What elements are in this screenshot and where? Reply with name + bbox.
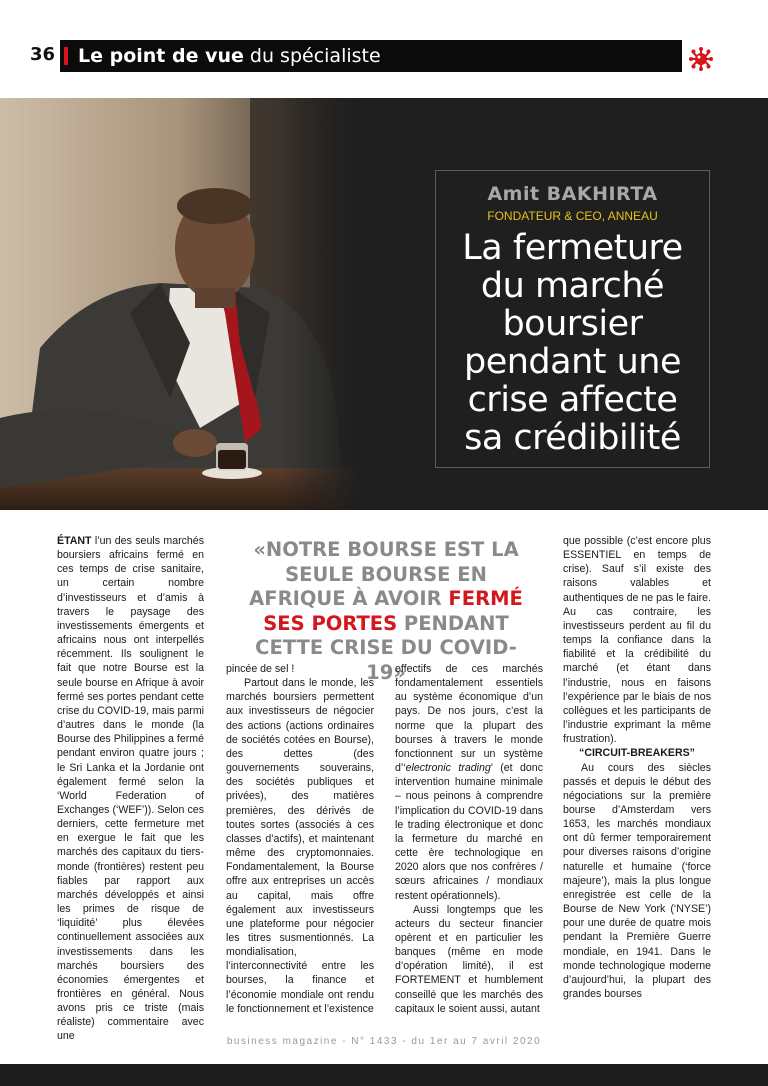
article-column-3: [395, 662, 543, 1016]
pull-quote-text: PENDANT CETTE CRISE DU COVID-19»: [255, 611, 517, 684]
paragraph: Aussi longtemps que les acteurs du secteur financier opèrent et en particulier les banques (même en mode d’opération limité), il est FORTEMENT et humblement conseillé que les marchés des capitaux le soient aussi, autant: [395, 903, 543, 1015]
paragraph-text: effectifs de ces marchés fondamentalement essentiels au système économique d’un pays. De nos jours, c’est la norme que la plupart des bourses à travers le monde fonctionnent sur un système d’‘: [395, 663, 543, 775]
paragraph: que possible (c’est encore plus ESSENTIEL en temps de crise). Sauf s’il existe des raisons valables et authentiques de ne pas le faire. Au cas contraire, les investisseurs perdent au fil du temps la confiance dans la fiabilité et la crédibilité du marché (et étant dans l’industrie, nous en faisons l’expérience par le biais de nos collègues et les participants de l’industrie exprimant la même frustration).: [563, 535, 711, 746]
column-text: l’un des seuls marchés boursiers africains fermé en ces temps de crise sanitaire, un certain nombre d’investisseurs et d’amis à travers le paysage des investissements émergents et africains nous ont interpellés récemment. Ils soulignent le fait que notre Bourse est la seule bourse en Afrique à avoir fermé ses portes pendant cette crise du COVID-19, mais parmi d’autres dans le monde (la Bourse des Philippines a fermé pendant environ quatre jours ; le Sri Lanka et la Jordanie ont également fermé selon la ‘World Federation of Exchanges (‘WEF’)). Selon ces derniers, cette fermeture met en exergue le fait que les marchés des capitaux du tiers-monde (frontières) restent peu fiables par rapport aux marchés développés et ainsi les primes de risque de ‘liquidité’ plus élevées continuellement associées aux investissements dans les marchés boursiers des économies émergentes et frontières en général. Nous avons pris ce triste (mais réaliste) commentaire avec une: [57, 535, 204, 1043]
virus-icon: [688, 46, 714, 72]
photo-fade-overlay: [280, 98, 360, 510]
article-column-4: [563, 534, 711, 1001]
section-title-light: du spécialiste: [249, 45, 381, 67]
hero-banner: [0, 98, 768, 510]
section-subheading: “CIRCUIT-BREAKERS”: [579, 747, 695, 760]
paragraph: [395, 662, 543, 903]
section-title-bold: Le point de vue: [78, 45, 244, 67]
page-number: 36: [30, 44, 56, 65]
article-column-2: [226, 662, 374, 1016]
headline-line: La fermeture: [462, 228, 683, 268]
headline-line: boursier: [502, 304, 643, 344]
footer-issue-info: business magazine - N° 1433 - du 1er au 7 avril 2020: [226, 1036, 542, 1047]
paragraph: Partout dans le monde, les marchés boursiers permettent aux investisseurs de négocier des actions (actions ordinaires de sociétés cotées en Bourse), des dettes (des gouvernements souverains, des sociétés publiques et privées), des matières premières, des dérivés de toutes sortes (associés à ces classes d’actifs), et maintenant même des cryptomonnaies. Fondamentalement, la Bourse offre aux entreprises un accès au capital, mais offre également aux investisseurs une plateforme pour négocier les titres susmentionnés. La mondialisation, l’interconnectivité entre les bourses, la finance et l’économie mondiale ont rendu le fonctionnement et l’existence: [226, 677, 374, 1015]
headline-line: crise affecte: [467, 380, 678, 420]
section-header-bar: [60, 40, 682, 72]
paragraph-italic: electronic trading: [405, 762, 491, 775]
footer-bar: [0, 1064, 768, 1086]
header-accent-mark: [64, 47, 68, 65]
pull-quote-text: «NOTRE BOURSE EST LA SEULE BOURSE EN AFRIQUE À AVOIR: [249, 538, 519, 610]
paragraph: pincée de sel !: [226, 663, 295, 675]
pull-quote-highlight: FERMÉ SES PORTES: [263, 587, 523, 635]
author-name: Amit BAKHIRTA: [487, 183, 658, 205]
article-column-1: [57, 534, 204, 1044]
headline-line: sa crédibilité: [464, 418, 681, 458]
headline-line: du marché: [480, 266, 665, 306]
article-title-box: [435, 170, 710, 468]
article-headline: [436, 229, 709, 457]
headline-line: pendant une: [463, 342, 682, 382]
author-role: FONDATEUR & CEO, ANNEAU: [487, 209, 658, 223]
paragraph-text: ’ (et donc intervention humaine minimale – nous peinons à comprendre l’implication du COVID-19 dans le trading électronique et donc la fermeture du marché en cette ère technologique en 2020 alors que nos confrères / sœurs africaines / mondiaux restent opérationnels).: [395, 762, 543, 902]
lead-word: ÉTANT: [57, 535, 92, 547]
paragraph: Au cours des siècles passés et depuis le début des négociations sur la première bourse d’Amsterdam vers 1653, les marchés mondiaux ont dû fermer temporairement pour diverses raisons d’origine naturelle et humaine (‘force majeure’), mais la plus longue enregistrée est celle de la Bourse de New York (‘NYSE’) pour une durée de quatre mois pendant la Première Guerre mondiale, en 1941. Dans le monde technologique moderne d’aujourd’hui, la plupart des grandes bourses: [563, 761, 711, 1000]
